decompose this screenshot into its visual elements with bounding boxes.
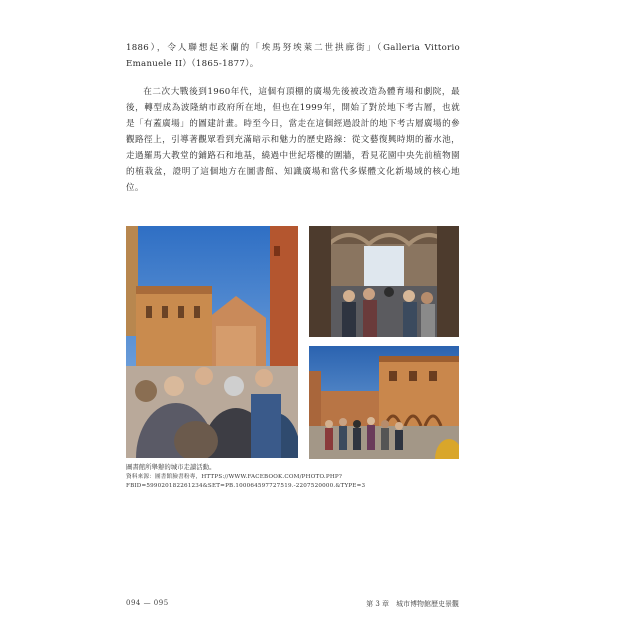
- page-numbers: 094 — 095: [126, 599, 169, 607]
- portico-street-crowd-photo: [309, 226, 459, 337]
- walking-tour-piazza-photo: [126, 226, 298, 458]
- figure-source: 資料來源：圖書館臉書粉專，HTTPS://WWW.FACEBOOK.COM/PHOTO.PHP?FBID=599020182261234&SET=PB.100064597727519.-2207520000.&TYPE=3: [126, 473, 366, 489]
- chapter-running-head: 第 3 章 城市博物館歷史景觀: [366, 600, 459, 608]
- body-paragraph: 1886），令人聯想起米蘭的「埃馬努埃萊二世拱廊街」（Galleria Vittorio Emanuele II）（1865-1877）。: [126, 43, 460, 69]
- figure-caption-block: [126, 463, 466, 492]
- tour-group-square-photo: [309, 346, 459, 459]
- body-paragraph: 在二次大戰後到1960年代，這個有頂棚的廣場先後被改造為體育場和劇院，最後，轉型成為波隆納市政府所在地，但也在1999年，開始了對於地下考古層，也就是「有蓋廣場」的圖建計畫。時至今日，當走在這個經過設計的地下考古層廣場的參觀路徑上，引導著觀眾看到充滿暗示和魅力的歷史路線：從文藝復興時期的蓄水池，走過羅馬大教堂的鋪路石和地基，繞過中世紀塔樓的圍牆，看見花園中央先前植物園的植栽盆，證明了這個地方在圖書館、知識廣場和當代多媒體文化新場域的核心地位。: [126, 87, 460, 193]
- figure-caption: 圖書館所舉辦的城市走讀活動。: [126, 463, 216, 471]
